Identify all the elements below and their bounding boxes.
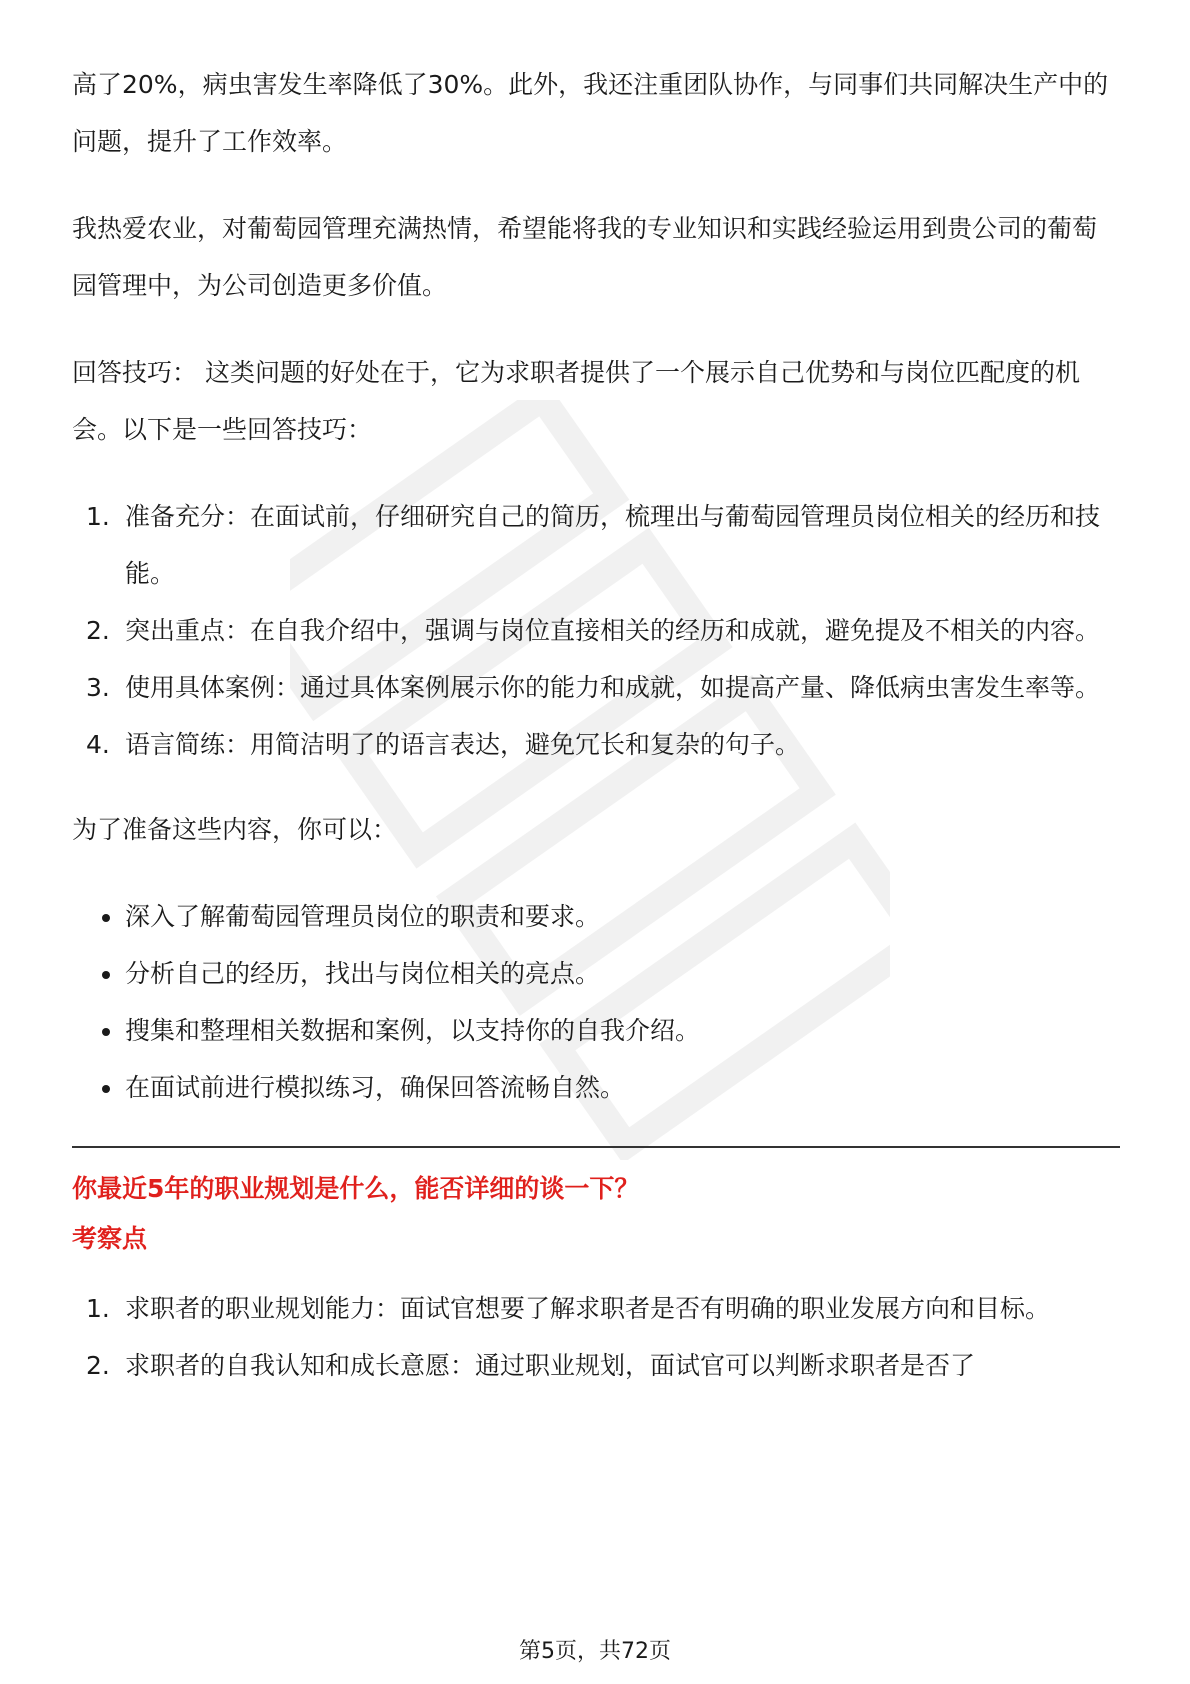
prep-intro: 为了准备这些内容，你可以： xyxy=(72,815,398,844)
list-item xyxy=(72,945,1120,1002)
intro-paragraph-1: 高了20%，病虫害发生率降低了30%。此外，我还注重团队协作，与同事们共同解决生产中的问题，提升了工作效率。 xyxy=(72,70,1109,156)
list-item xyxy=(72,716,1120,773)
list-item xyxy=(72,1337,1120,1394)
list-number: 1. xyxy=(86,502,110,531)
list-number: 2. xyxy=(86,616,110,645)
question-heading: 你最近5年的职业规划是什么，能否详细的谈一下？ xyxy=(72,1174,640,1203)
list-text: 求职者的职业规划能力：面试官想要了解求职者是否有明确的职业发展方向和目标。 xyxy=(125,1294,1051,1323)
list-text: 深入了解葡萄园管理员岗位的职责和要求。 xyxy=(125,902,601,931)
document-page xyxy=(72,56,1120,1394)
list-text: 在面试前进行模拟练习，确保回答流畅自然。 xyxy=(125,1073,626,1102)
list-item xyxy=(72,1002,1120,1059)
page-footer: 第5页，共72页 xyxy=(519,1639,671,1664)
list-text: 求职者的自我认知和成长意愿：通过职业规划，面试官可以判断求职者是否了 xyxy=(125,1351,976,1380)
tips-list xyxy=(72,488,1120,773)
list-text: 使用具体案例：通过具体案例展示你的能力和成就，如提高产量、降低病虫害发生率等。 xyxy=(125,673,1101,702)
focus-list xyxy=(72,1280,1120,1394)
list-number: 3. xyxy=(86,673,110,702)
list-text: 语言简练：用简洁明了的语言表达，避免冗长和复杂的句子。 xyxy=(125,730,801,759)
bullet-icon xyxy=(102,971,110,979)
list-number: 1. xyxy=(86,1294,110,1323)
answer-tips-paragraph: 回答技巧： 这类问题的好处在于，它为求职者提供了一个展示自己优势和与岗位匹配度的机会。以下是一些回答技巧： xyxy=(72,358,1080,444)
bullet-icon xyxy=(102,1028,110,1036)
list-item xyxy=(72,888,1120,945)
list-number: 2. xyxy=(86,1351,110,1380)
list-text: 突出重点：在自我介绍中，强调与岗位直接相关的经历和成就，避免提及不相关的内容。 xyxy=(125,616,1101,645)
list-text: 分析自己的经历，找出与岗位相关的亮点。 xyxy=(125,959,601,988)
list-item xyxy=(72,659,1120,716)
focus-heading: 考察点 xyxy=(72,1224,148,1253)
list-item xyxy=(72,602,1120,659)
prep-list xyxy=(72,888,1120,1116)
list-number: 4. xyxy=(86,730,110,759)
list-item xyxy=(72,488,1120,602)
bullet-icon xyxy=(102,914,110,922)
list-text: 准备充分：在面试前，仔细研究自己的简历，梳理出与葡萄园管理员岗位相关的经历和技能。 xyxy=(125,502,1101,588)
section-divider xyxy=(72,1146,1120,1148)
list-item xyxy=(72,1059,1120,1116)
bullet-icon xyxy=(102,1085,110,1093)
intro-paragraph-2: 我热爱农业，对葡萄园管理充满热情，希望能将我的专业知识和实践经验运用到贵公司的葡萄园管理中，为公司创造更多价值。 xyxy=(72,214,1098,300)
list-item xyxy=(72,1280,1120,1337)
list-text: 搜集和整理相关数据和案例，以支持你的自我介绍。 xyxy=(125,1016,701,1045)
